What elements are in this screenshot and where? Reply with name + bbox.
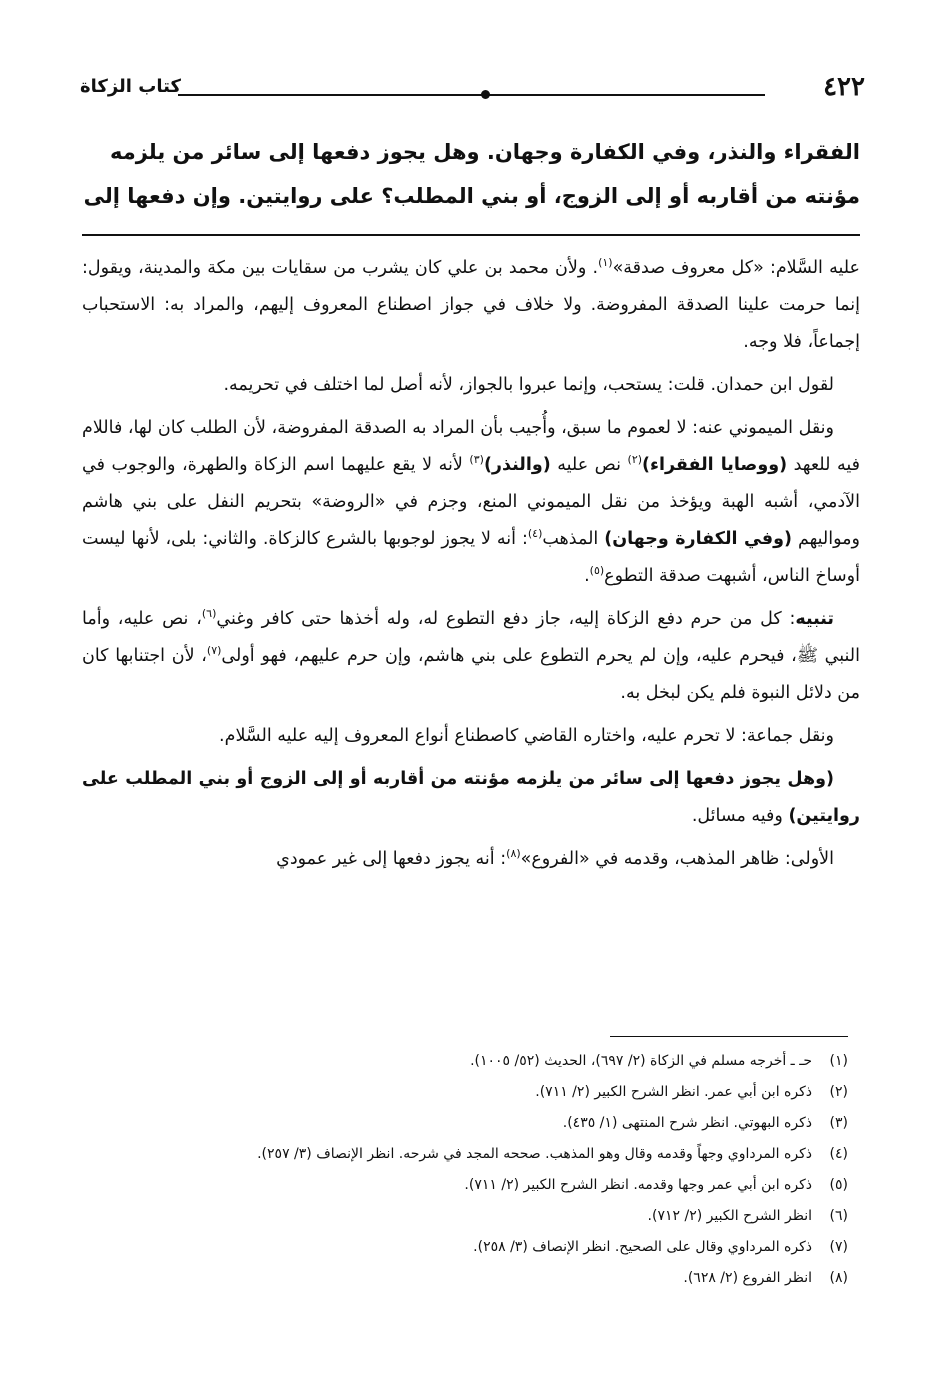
footnote-text: ذكره البهوتي. انظر شرح المنتهى (١/ ٤٣٥). bbox=[562, 1115, 812, 1131]
matn-quote: (ووصايا الفقراء) bbox=[642, 455, 788, 475]
commentary-text: المذهب bbox=[542, 529, 605, 549]
footnote-ref: (٧) bbox=[206, 644, 222, 658]
footnote bbox=[82, 1077, 848, 1108]
footnote-ref: (١) bbox=[598, 256, 613, 270]
footnote-text: ذكره ابن أبي عمر. انظر الشرح الكبير (٢/ ٧١١). bbox=[535, 1084, 812, 1100]
main-text-line: الفقراء والنذر، وفي الكفارة وجهان. وهل يجوز دفعها إلى سائر من يلزمه bbox=[109, 140, 860, 164]
footnote-ref: (٢) bbox=[627, 453, 643, 467]
commentary-paragraph bbox=[82, 250, 860, 361]
footnote bbox=[82, 1170, 848, 1201]
main-text-separator bbox=[82, 234, 860, 236]
note-heading: تنبيه bbox=[795, 609, 834, 629]
footnote-text: انظر الشرح الكبير (٢/ ٧١٢). bbox=[647, 1208, 812, 1224]
commentary-text: ونقل جماعة: لا تحرم عليه، واختاره القاضي كاصطناع أنواع المعروف إليه عليه السَّلام. bbox=[219, 726, 834, 746]
commentary-text: . bbox=[584, 566, 590, 586]
commentary-text: : أنه لا يجوز لوجوبها بالشرع كالزكاة. والثاني: بلى، لأنها ليست أوساخ الناس، أشبهت صدقة التطوع bbox=[82, 529, 860, 586]
footnote-number: (٣) bbox=[829, 1115, 848, 1131]
header-rule bbox=[178, 94, 765, 96]
footnote bbox=[82, 1201, 848, 1232]
footnote-number: (٤) bbox=[829, 1146, 848, 1162]
commentary-paragraph bbox=[82, 367, 860, 404]
footnote-ref: (٦) bbox=[201, 607, 217, 621]
footnote-number: (٥) bbox=[829, 1177, 848, 1193]
commentary-text: لقول ابن حمدان. قلت: يستحب، وإنما عبروا بالجواز، لأنه أصل لما اختلف في تحريمه. bbox=[223, 375, 834, 395]
matn-quote: (وفي الكفارة وجهان) bbox=[604, 529, 793, 549]
header-ornament-dot bbox=[481, 90, 490, 99]
footnote-number: (٢) bbox=[829, 1084, 848, 1100]
footnote-text: انظر الفروع (٢/ ٦٢٨). bbox=[683, 1270, 812, 1286]
footnote-ref: (٤) bbox=[527, 527, 543, 541]
commentary-text: . ولأن محمد بن علي كان يشرب من سقايات بين مكة والمدينة، ويقول: إنما حرمت علينا الصدقة المفروضة. ولا خلاف في جواز اصطناع المعروف إليهم، والمراد به: الاستحباب إجماعاً، فلا وجه. bbox=[82, 258, 860, 352]
commentary-text: : أنه يجوز دفعها إلى غير عمودي bbox=[276, 849, 507, 869]
footnote bbox=[82, 1263, 848, 1294]
matn-quote: (والنذر) bbox=[483, 455, 551, 475]
commentary-text: وفيه مسائل. bbox=[691, 806, 789, 826]
commentary-paragraph bbox=[82, 718, 860, 755]
footnotes bbox=[82, 1046, 848, 1294]
commentary-paragraph bbox=[82, 761, 860, 835]
commentary-text: ، نص عليه، وأما النبي ﷺ، فيحرم عليه، وإن لم يحرم التطوع على بني هاشم، وإن حرم عليهم، فهو أولى bbox=[82, 609, 860, 666]
footnote-ref: (٥) bbox=[589, 564, 605, 578]
commentary bbox=[82, 250, 860, 884]
footnote-ref: (٣) bbox=[469, 453, 484, 467]
footnote-number: (٧) bbox=[829, 1239, 848, 1255]
footnote-text: ذكره المرداوي وجهاً وقدمه وقال وهو المذهب. صححه المجد في شرحه. انظر الإنصاف (٣/ ٢٥٧). bbox=[257, 1146, 812, 1162]
footnote-text: ذكره ابن أبي عمر وجها وقدمه. انظر الشرح الكبير (٢/ ٧١١). bbox=[464, 1177, 812, 1193]
commentary-paragraph bbox=[82, 601, 860, 712]
commentary-text: نص عليه bbox=[550, 455, 628, 475]
commentary-text: ، لأن اجتنابها كان من دلائل النبوة فلم يكن لبخل به. bbox=[82, 646, 860, 703]
commentary-text: عليه السَّلام: «كل معروف صدقة» bbox=[612, 258, 860, 278]
commentary-text: الأولى: ظاهر المذهب، وقدمه في «الفروع» bbox=[520, 849, 834, 869]
footnote-ref: (٨) bbox=[506, 847, 521, 861]
footnote-text: ذكره المرداوي وقال على الصحيح. انظر الإنصاف (٣/ ٢٥٨). bbox=[473, 1239, 812, 1255]
book-title: كتاب الزكاة bbox=[80, 76, 181, 97]
commentary-paragraph bbox=[82, 410, 860, 595]
footnote bbox=[82, 1139, 848, 1170]
commentary-paragraph bbox=[82, 841, 860, 878]
footnote bbox=[82, 1108, 848, 1139]
matn-quote: (وهل يجوز دفعها إلى سائر من يلزمه مؤنته من أقاربه أو إلى الزوج أو بني المطلب على روايتين) bbox=[82, 769, 860, 826]
footnote-number: (٦) bbox=[829, 1208, 848, 1224]
running-header bbox=[80, 68, 865, 102]
commentary-text: : كل من حرم دفع الزكاة إليه، جاز دفع التطوع له، وله أخذها حتى كافر وغني bbox=[216, 609, 796, 629]
footnote bbox=[82, 1232, 848, 1263]
page-number: ٤٢٢ bbox=[823, 72, 865, 102]
main-text-line: مؤنته من أقاربه أو إلى الزوج، أو بني المطلب؟ على روايتين. وإن دفعها إلى bbox=[83, 184, 860, 208]
footnote bbox=[82, 1046, 848, 1077]
main-text bbox=[82, 130, 860, 218]
footnote-number: (١) bbox=[829, 1053, 848, 1069]
footnote-number: (٨) bbox=[829, 1270, 848, 1286]
commentary-text: ونقل الميموني عنه: لا لعموم ما سبق، وأُجيب بأن المراد به الصدقة المفروضة، لأن الطلب كان لها، فاللام فيه للعهد bbox=[82, 418, 860, 475]
commentary-text: لأنه لا يقع عليهما اسم الزكاة والطهرة، والوجوب في الآدمي، أشبه الهبة ويؤخذ من نقل الميموني المنع، وجزم في «الروضة» بتحريم النفل على بني هاشم ومواليهم bbox=[82, 455, 860, 549]
footnote-text: حـ ـ أخرجه مسلم في الزكاة (٢/ ٦٩٧)، الحديث (٥٢/ ١٠٠٥). bbox=[470, 1053, 812, 1069]
footnote-rule bbox=[610, 1036, 848, 1037]
